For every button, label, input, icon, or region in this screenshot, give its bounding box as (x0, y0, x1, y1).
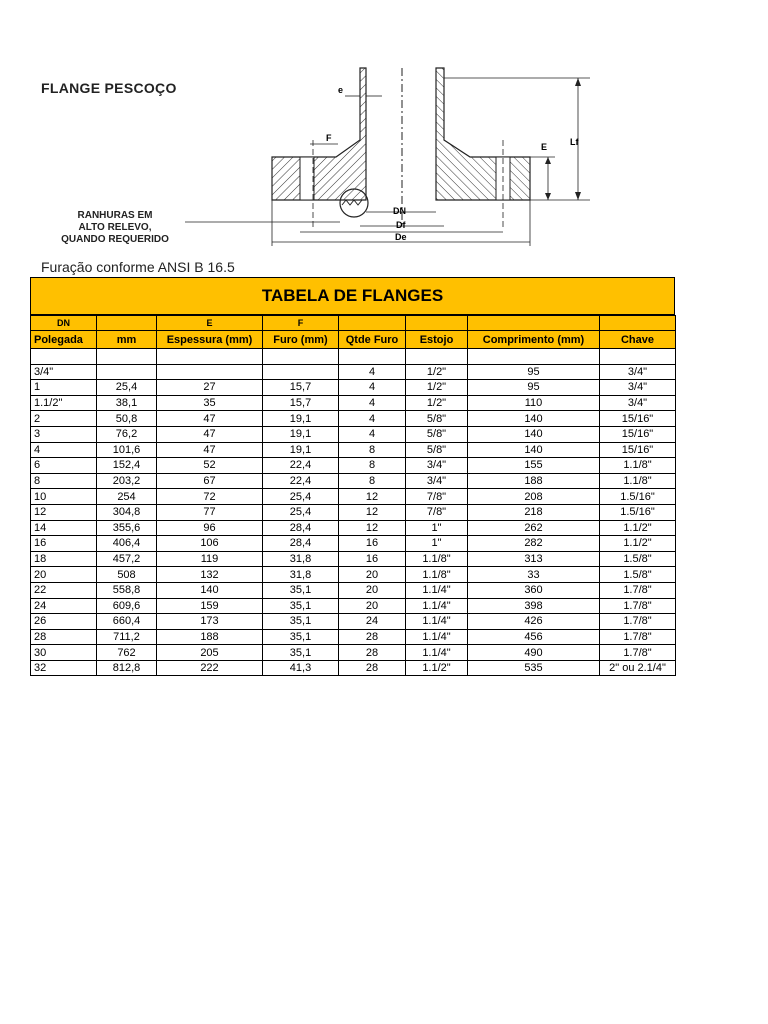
table-row (31, 349, 676, 365)
table-cell (263, 364, 339, 380)
table-cell: 1.1/8" (406, 551, 468, 567)
table-cell: 262 (468, 520, 600, 536)
table-cell: 67 (157, 473, 263, 489)
table-cell: 1/2" (406, 380, 468, 396)
table-cell: 35,1 (263, 614, 339, 630)
table-row (31, 504, 676, 520)
table-row (31, 645, 676, 661)
table-title: TABELA DE FLANGES (30, 277, 675, 315)
table-cell (97, 349, 157, 365)
table-cell: 188 (468, 473, 600, 489)
right-section-shape (436, 68, 530, 200)
table-cell: 31,8 (263, 567, 339, 583)
table-cell (339, 349, 406, 365)
table-cell: 15/16" (600, 442, 676, 458)
table-cell: 12 (339, 520, 406, 536)
table-cell: Chave (600, 331, 676, 349)
figure-title: FLANGE PESCOÇO (41, 80, 177, 96)
table-cell: 1.7/8" (600, 598, 676, 614)
table-cell: 1.1/8" (406, 567, 468, 583)
table-cell: 52 (157, 458, 263, 474)
table-column-header-row (31, 331, 676, 349)
table-cell: 2" ou 2.1/4" (600, 660, 676, 676)
table-cell: 16 (31, 536, 97, 552)
table-cell: 535 (468, 660, 600, 676)
table-cell: 8 (31, 473, 97, 489)
table-cell: 282 (468, 536, 600, 552)
table-cell: 25,4 (263, 489, 339, 505)
table-cell: 304,8 (97, 504, 157, 520)
table-cell (97, 316, 157, 331)
table-cell: 812,8 (97, 660, 157, 676)
table-cell: 1.1/4" (406, 582, 468, 598)
label-DN: DN (393, 206, 406, 216)
table-cell: 19,1 (263, 411, 339, 427)
table-cell: 490 (468, 645, 600, 661)
table-cell: Polegada (31, 331, 97, 349)
table-cell: 4 (31, 442, 97, 458)
table-cell: 1.5/8" (600, 551, 676, 567)
table-cell: 8 (339, 458, 406, 474)
table-cell: 28 (31, 629, 97, 645)
table-cell: 14 (31, 520, 97, 536)
table-cell: DN (31, 316, 97, 331)
table-cell: 19,1 (263, 426, 339, 442)
table-cell: 152,4 (97, 458, 157, 474)
table-cell: 711,2 (97, 629, 157, 645)
table-cell: 8 (339, 473, 406, 489)
table-cell (157, 364, 263, 380)
table-cell (339, 316, 406, 331)
table-cell: 1.5/8" (600, 567, 676, 583)
table-cell: 222 (157, 660, 263, 676)
table-row (31, 364, 676, 380)
table-cell: 1.1/4" (406, 614, 468, 630)
table-cell: 398 (468, 598, 600, 614)
table-cell: 6 (31, 458, 97, 474)
table-cell: 1.1/8" (600, 458, 676, 474)
table-cell: 1.7/8" (600, 629, 676, 645)
table-cell: 355,6 (97, 520, 157, 536)
table-cell: 508 (97, 567, 157, 583)
table-cell (468, 349, 600, 365)
table-row (31, 458, 676, 474)
table-cell: mm (97, 331, 157, 349)
table-cell: 1/2" (406, 364, 468, 380)
table-cell: 15/16" (600, 426, 676, 442)
table-cell: 218 (468, 504, 600, 520)
table-cell: 41,3 (263, 660, 339, 676)
label-F: F (326, 133, 332, 143)
table-row (31, 582, 676, 598)
table-cell (406, 349, 468, 365)
table-cell: E (157, 316, 263, 331)
groove-note-line-3: QUANDO REQUERIDO (61, 234, 169, 245)
table-cell: 3/4" (406, 473, 468, 489)
table-cell: 20 (339, 598, 406, 614)
table-cell: 456 (468, 629, 600, 645)
table-cell: Furo (mm) (263, 331, 339, 349)
table-cell (263, 349, 339, 365)
table-cell: 406,4 (97, 536, 157, 552)
left-section-shape (272, 68, 366, 200)
label-E: E (541, 142, 548, 152)
table-row (31, 380, 676, 396)
table-cell: 4 (339, 411, 406, 427)
table-cell: 20 (339, 582, 406, 598)
table-cell: 5/8" (406, 426, 468, 442)
table-cell: 47 (157, 411, 263, 427)
table-cell: 159 (157, 598, 263, 614)
table-cell: 1.7/8" (600, 614, 676, 630)
table-cell: 3/4" (31, 364, 97, 380)
table-cell: 35,1 (263, 629, 339, 645)
table-cell: 31,8 (263, 551, 339, 567)
table-cell: 95 (468, 364, 600, 380)
table-row (31, 520, 676, 536)
flange-table-container (30, 277, 675, 676)
table-cell: 205 (157, 645, 263, 661)
table-cell: 140 (468, 442, 600, 458)
table-cell: 12 (339, 489, 406, 505)
table-cell: 16 (339, 536, 406, 552)
label-e: e (338, 85, 344, 95)
table-cell: 28,4 (263, 536, 339, 552)
table-cell: 188 (157, 629, 263, 645)
table-cell: 101,6 (97, 442, 157, 458)
table-row (31, 473, 676, 489)
groove-note-line-2: ALTO RELEVO, (78, 222, 152, 233)
table-cell: 25,4 (97, 380, 157, 396)
table-cell: 1.1/2" (406, 660, 468, 676)
table-cell: 1.7/8" (600, 582, 676, 598)
table-cell: 3/4" (406, 458, 468, 474)
table-cell (468, 316, 600, 331)
table-cell (157, 349, 263, 365)
table-cell (97, 364, 157, 380)
table-cell: 28,4 (263, 520, 339, 536)
table-cell: 72 (157, 489, 263, 505)
table-cell: 762 (97, 645, 157, 661)
table-cell: 1.5/16" (600, 489, 676, 505)
table-cell: 360 (468, 582, 600, 598)
table-cell: 18 (31, 551, 97, 567)
table-row (31, 411, 676, 427)
table-cell: 660,4 (97, 614, 157, 630)
table-cell: 10 (31, 489, 97, 505)
table-cell: 140 (468, 426, 600, 442)
table-row (31, 629, 676, 645)
table-cell: 47 (157, 426, 263, 442)
table-cell: 140 (157, 582, 263, 598)
table-cell: Comprimento (mm) (468, 331, 600, 349)
table-cell: 313 (468, 551, 600, 567)
table-cell: 558,8 (97, 582, 157, 598)
table-row (31, 614, 676, 630)
table-cell: 22,4 (263, 458, 339, 474)
table-group-header-row (31, 316, 676, 331)
table-row (31, 442, 676, 458)
table-row (31, 567, 676, 583)
table-cell: 96 (157, 520, 263, 536)
table-cell: 95 (468, 380, 600, 396)
table-cell: 76,2 (97, 426, 157, 442)
table-cell: 1.7/8" (600, 645, 676, 661)
table-cell: 4 (339, 380, 406, 396)
table-row (31, 536, 676, 552)
flange-table (30, 315, 676, 676)
table-row (31, 598, 676, 614)
table-cell: 3/4" (600, 395, 676, 411)
table-cell: Estojo (406, 331, 468, 349)
table-cell: 208 (468, 489, 600, 505)
table-cell: F (263, 316, 339, 331)
table-cell: 1.5/16" (600, 504, 676, 520)
table-cell: 1.1/2" (600, 536, 676, 552)
table-cell: 1.1/4" (406, 629, 468, 645)
table-cell: 32 (31, 660, 97, 676)
table-cell: 1.1/4" (406, 645, 468, 661)
table-cell: 24 (31, 598, 97, 614)
table-cell: 1 (31, 380, 97, 396)
table-cell (600, 349, 676, 365)
table-cell: 20 (339, 567, 406, 583)
table-cell: 30 (31, 645, 97, 661)
table-row (31, 395, 676, 411)
table-cell: 106 (157, 536, 263, 552)
table-cell: 173 (157, 614, 263, 630)
table-cell (600, 316, 676, 331)
table-cell: 140 (468, 411, 600, 427)
table-cell: 7/8" (406, 489, 468, 505)
table-cell: 1" (406, 520, 468, 536)
table-cell: 3/4" (600, 380, 676, 396)
drilling-caption: Furação conforme ANSI B 16.5 (41, 259, 235, 275)
table-cell: 1" (406, 536, 468, 552)
table-cell: 33 (468, 567, 600, 583)
groove-note-line-1: RANHURAS EM (77, 210, 153, 221)
table-cell: Qtde Furo (339, 331, 406, 349)
left-bolt-hole (300, 157, 314, 200)
table-cell (31, 349, 97, 365)
table-cell: 19,1 (263, 442, 339, 458)
label-Df: Df (396, 220, 406, 230)
table-cell: 35 (157, 395, 263, 411)
table-cell: 4 (339, 364, 406, 380)
table-cell: 77 (157, 504, 263, 520)
table-cell: 3 (31, 426, 97, 442)
table-cell: 110 (468, 395, 600, 411)
table-cell: 16 (339, 551, 406, 567)
table-cell (406, 316, 468, 331)
label-Lf: Lf (570, 137, 579, 147)
table-cell: 132 (157, 567, 263, 583)
table-cell: 119 (157, 551, 263, 567)
table-cell: 15,7 (263, 395, 339, 411)
table-cell: 203,2 (97, 473, 157, 489)
table-cell: 38,1 (97, 395, 157, 411)
table-cell: 5/8" (406, 442, 468, 458)
table-cell: 50,8 (97, 411, 157, 427)
table-cell: 47 (157, 442, 263, 458)
table-cell: 3/4" (600, 364, 676, 380)
table-cell: 1.1/8" (600, 473, 676, 489)
table-cell: 35,1 (263, 598, 339, 614)
table-cell: 12 (31, 504, 97, 520)
groove-note (40, 210, 190, 246)
table-row (31, 660, 676, 676)
table-cell: 28 (339, 629, 406, 645)
table-cell: 15/16" (600, 411, 676, 427)
table-cell: 26 (31, 614, 97, 630)
table-cell: 12 (339, 504, 406, 520)
table-cell: 457,2 (97, 551, 157, 567)
table-row (31, 426, 676, 442)
table-cell: 28 (339, 645, 406, 661)
table-cell: 8 (339, 442, 406, 458)
table-cell: 15,7 (263, 380, 339, 396)
table-cell: 1.1/2" (31, 395, 97, 411)
table-row (31, 551, 676, 567)
table-cell: 4 (339, 426, 406, 442)
table-cell: 28 (339, 660, 406, 676)
table-cell: 35,1 (263, 582, 339, 598)
table-cell: 20 (31, 567, 97, 583)
table-cell: 35,1 (263, 645, 339, 661)
table-cell: 27 (157, 380, 263, 396)
table-cell: 24 (339, 614, 406, 630)
table-cell: 426 (468, 614, 600, 630)
table-cell: 5/8" (406, 411, 468, 427)
table-cell: 2 (31, 411, 97, 427)
table-cell: 254 (97, 489, 157, 505)
table-row (31, 489, 676, 505)
table-cell: 1/2" (406, 395, 468, 411)
table-cell: 155 (468, 458, 600, 474)
table-cell: 25,4 (263, 504, 339, 520)
table-cell: Espessura (mm) (157, 331, 263, 349)
table-cell: 7/8" (406, 504, 468, 520)
table-cell: 609,6 (97, 598, 157, 614)
table-cell: 22 (31, 582, 97, 598)
table-cell: 4 (339, 395, 406, 411)
label-De: De (395, 232, 407, 242)
table-cell: 1.1/4" (406, 598, 468, 614)
table-cell: 22,4 (263, 473, 339, 489)
table-cell: 1.1/2" (600, 520, 676, 536)
